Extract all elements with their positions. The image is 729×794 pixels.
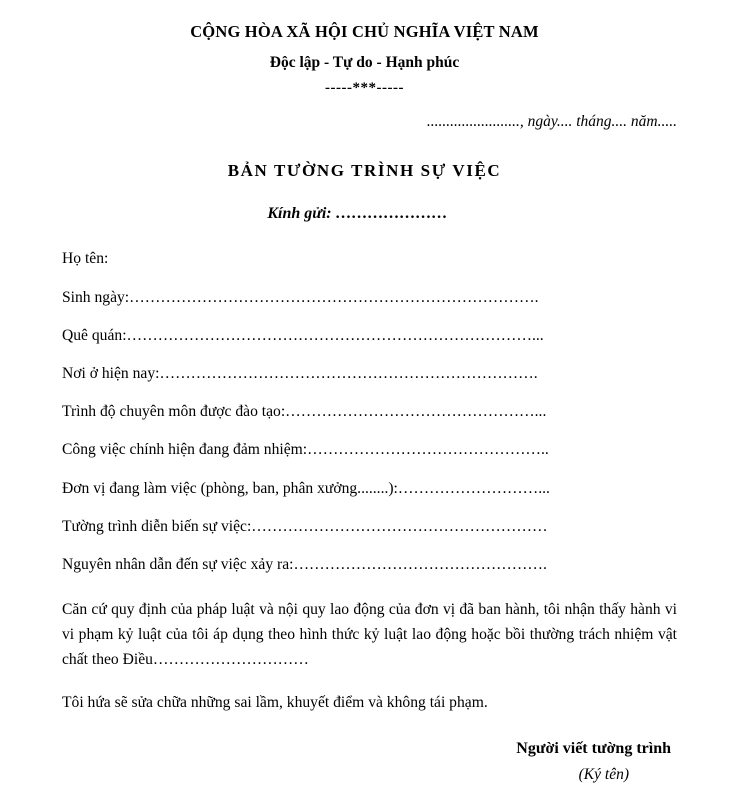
field-line-incident-cause: Nguyên nhân dẫn đến sự việc xảy ra:…………………………………………. <box>62 555 547 573</box>
field-line-incident-report: Tường trình diễn biến sự việc:………………………………………………… <box>62 517 548 535</box>
signature-subtitle: (Ký tên) <box>578 766 629 784</box>
field-line-work-unit: Đơn vị đang làm việc (phòng, ban, phân xưởng........):………………………... <box>62 479 550 497</box>
date-line: ........................, ngày.... tháng.... năm..... <box>426 113 677 131</box>
field-line-main-job: Công việc chính hiện đang đảm nhiệm:……………………………………….. <box>62 441 549 459</box>
recipient-line: Kính gửi: ………………… <box>267 205 448 223</box>
field-line-current-address: Nơi ở hiện nay:………………………………………………………………. <box>62 364 538 382</box>
document-page <box>0 22 729 794</box>
header-separator: -----***----- <box>325 80 404 97</box>
national-title: CỘNG HÒA XÃ HỘI CHỦ NGHĨA VIỆT NAM <box>190 22 539 41</box>
field-line-hometown: Quê quán:……………………………………………………………………... <box>62 326 544 344</box>
national-header <box>0 22 729 97</box>
paragraph-promise: Tôi hứa sẽ sửa chữa những sai lầm, khuyết điểm và không tái phạm. <box>62 694 488 712</box>
paragraph-legal-basis: Căn cứ quy định của pháp luật và nội quy lao động của đơn vị đã ban hành, tôi nhận thấy hành vi vi phạm kỷ luật của tôi áp dụng theo hình thức kỷ luật lao động hoặc bồi thường trách nhiệm vật chất theo Điều………………………… <box>62 600 677 669</box>
page-title: BẢN TƯỜNG TRÌNH SỰ VIỆC <box>227 161 502 181</box>
signature-title: Người viết tường trình <box>516 740 671 758</box>
document-body <box>0 247 729 716</box>
field-line-qualification: Trình độ chuyên môn được đào tạo:…………………………………………... <box>62 403 547 421</box>
signature-block <box>0 740 729 784</box>
national-motto: Độc lập - Tự do - Hạnh phúc <box>269 53 460 71</box>
field-line-birthdate: Sinh ngày:……………………………………………………………………. <box>62 288 539 306</box>
field-line-fullname: Họ tên: <box>62 250 109 268</box>
